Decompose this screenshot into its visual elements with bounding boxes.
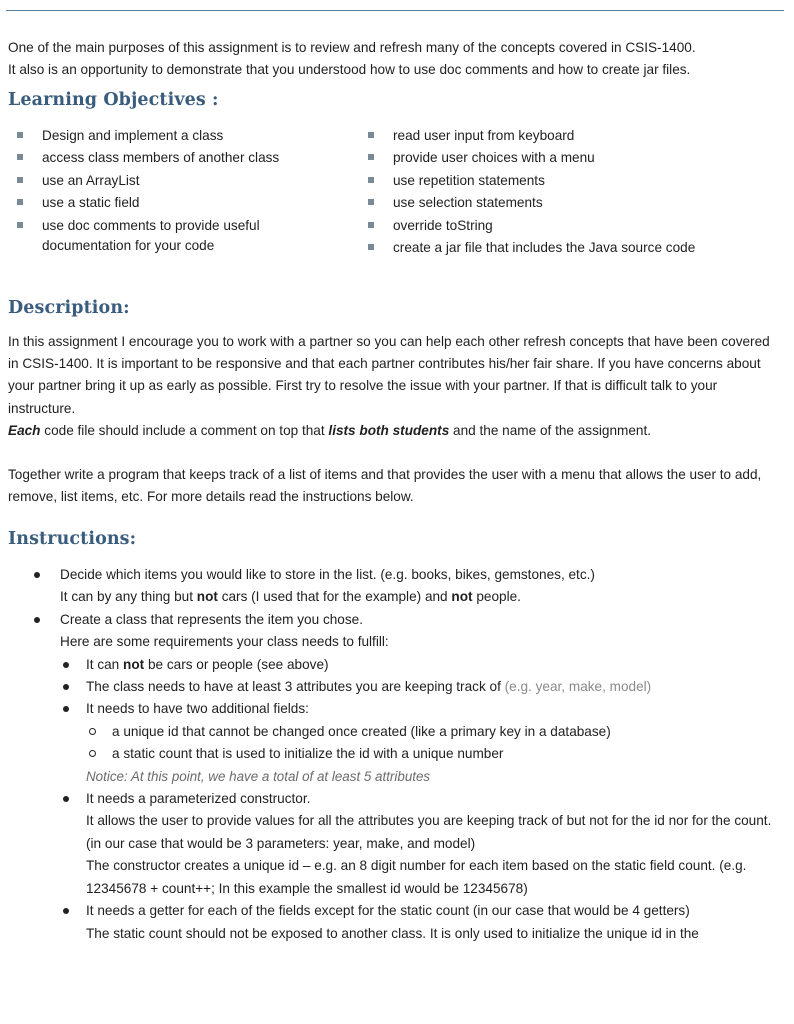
square-bullet-icon xyxy=(368,132,374,138)
square-bullet-icon xyxy=(368,222,374,228)
intro-text xyxy=(8,37,778,81)
objective-item: Design and implement a class xyxy=(8,126,338,146)
intro-line: One of the main purposes of this assignment is to review and refresh many of the concepts covered in CSIS-1400. xyxy=(8,40,696,55)
bullet-icon xyxy=(63,796,69,802)
objectives-left-column xyxy=(8,126,338,258)
field-item: a static count that is used to initialize the id with a unique number xyxy=(86,743,778,765)
requirement-item: It needs to have two additional fields: a unique id that cannot be changed once created (like a primary key in a database) a static count that is used to initialize the id with a unique number Notice: At this point, we have a total of at least 5 attributes xyxy=(60,698,778,788)
square-bullet-icon xyxy=(368,244,374,250)
square-bullet-icon xyxy=(17,177,23,183)
objective-item: read user input from keyboard xyxy=(359,126,779,146)
bullet-icon xyxy=(63,706,69,712)
notice-note: Notice: At this point, we have a total of at least 5 attributes xyxy=(86,768,431,784)
field-item: a unique id that cannot be changed once created (like a primary key in a database) xyxy=(86,721,778,743)
bullet-icon xyxy=(34,617,40,623)
objective-item: use an ArrayList xyxy=(8,171,338,191)
learning-objectives-heading: Learning Objectives : xyxy=(8,90,219,110)
requirement-item: It needs a parameterized constructor. It allows the user to provide values for all the attributes you are keeping track of but not for the id nor for the count. (in our case that would be 3 parameters: year, make, and model) The constructor creates a unique id – e.g. an 8 digit number for each item based on the static field count. (e.g. 12345678 + count++; In this example the smallest id would be 12345678) xyxy=(60,788,778,900)
square-bullet-icon xyxy=(17,132,23,138)
instructions-heading: Instructions: xyxy=(8,529,137,549)
square-bullet-icon xyxy=(17,199,23,205)
square-bullet-icon xyxy=(17,222,23,228)
objective-item: create a jar file that includes the Java source code xyxy=(359,238,779,258)
instructions-body xyxy=(8,564,778,945)
bullet-icon xyxy=(63,684,69,690)
instruction-item: Decide which items you would like to store in the list. (e.g. books, bikes, gemstones, etc.) It can by any thing but not cars (I used that for the example) and not people. xyxy=(8,564,778,609)
instruction-item: Create a class that represents the item you chose. Here are some requirements your class needs to fulfill: It can not be cars or people (see above) The class needs to have at least 3 attributes you are keeping track of (e.g. year, make, model) It needs to have two additional fields: a unique id that cannot be changed once created (like a primary key in a database) a static count that is used to initialize the id with a unique number Notice: At this point, we have a total of at least 5 attributes It needs a parameterized constructor. It allows the user to provide values for all the attributes you are keeping track of but not for the id nor for the count. (in our case that would be 3 parameters: year, make, and model) The constructor creates a unique id – e.g. an 8 digit number for each item based on the static field count. (e.g. 12345678 + count++; In this example the smallest id would be 12345678) It needs a getter for each of the fields except for the static count (in our case that would be 4 getters) The static count should not be exposed to another class. It is only used to initialize the unique id in the xyxy=(8,609,778,945)
requirement-item: The class needs to have at least 3 attributes you are keeping track of (e.g. year, make, model) xyxy=(60,676,778,698)
objective-item: provide user choices with a menu xyxy=(359,148,779,168)
description-heading: Description: xyxy=(8,298,130,318)
square-bullet-icon xyxy=(368,177,374,183)
bullet-icon xyxy=(63,908,69,914)
objective-item: access class members of another class xyxy=(8,148,338,168)
bullet-icon xyxy=(34,572,40,578)
description-body xyxy=(8,331,778,508)
objective-item: override toString xyxy=(359,216,779,236)
requirement-item: It can not be cars or people (see above) xyxy=(60,654,778,676)
objective-item: use doc comments to provide useful documentation for your code xyxy=(8,216,338,256)
square-bullet-icon xyxy=(368,199,374,205)
objectives-right-column xyxy=(359,126,779,260)
description-paragraph: Together write a program that keeps track of a list of items and that provides the user with a menu that allows the user to add, remove, list items, etc. For more details read the instructions below. xyxy=(8,467,762,505)
intro-line: It also is an opportunity to demonstrate that you understood how to use doc comments and how to create jar files. xyxy=(8,62,691,77)
bullet-icon xyxy=(63,662,69,668)
objective-item: use a static field xyxy=(8,193,338,213)
objective-item: use selection statements xyxy=(359,193,779,213)
header-rule xyxy=(6,10,784,11)
description-paragraph: In this assignment I encourage you to work with a partner so you can help each other refresh concepts that have been covered in CSIS-1400. It is important to be responsive and that each partner contributes his/her fair share. If you have concerns about your partner bring it up as early as possible. First try to resolve the issue with your partner. If that is difficult talk to your instructure. xyxy=(8,334,770,416)
requirement-item: It needs a getter for each of the fields except for the static count (in our case that would be 4 getters) The static count should not be exposed to another class. It is only used to initialize the unique id in the xyxy=(60,900,778,945)
objective-item: use repetition statements xyxy=(359,171,779,191)
circle-bullet-icon xyxy=(89,728,96,735)
square-bullet-icon xyxy=(17,154,23,160)
circle-bullet-icon xyxy=(89,750,96,757)
square-bullet-icon xyxy=(368,154,374,160)
description-each-line: Each code file should include a comment on top that lists both students and the name of the assignment. xyxy=(8,422,652,438)
